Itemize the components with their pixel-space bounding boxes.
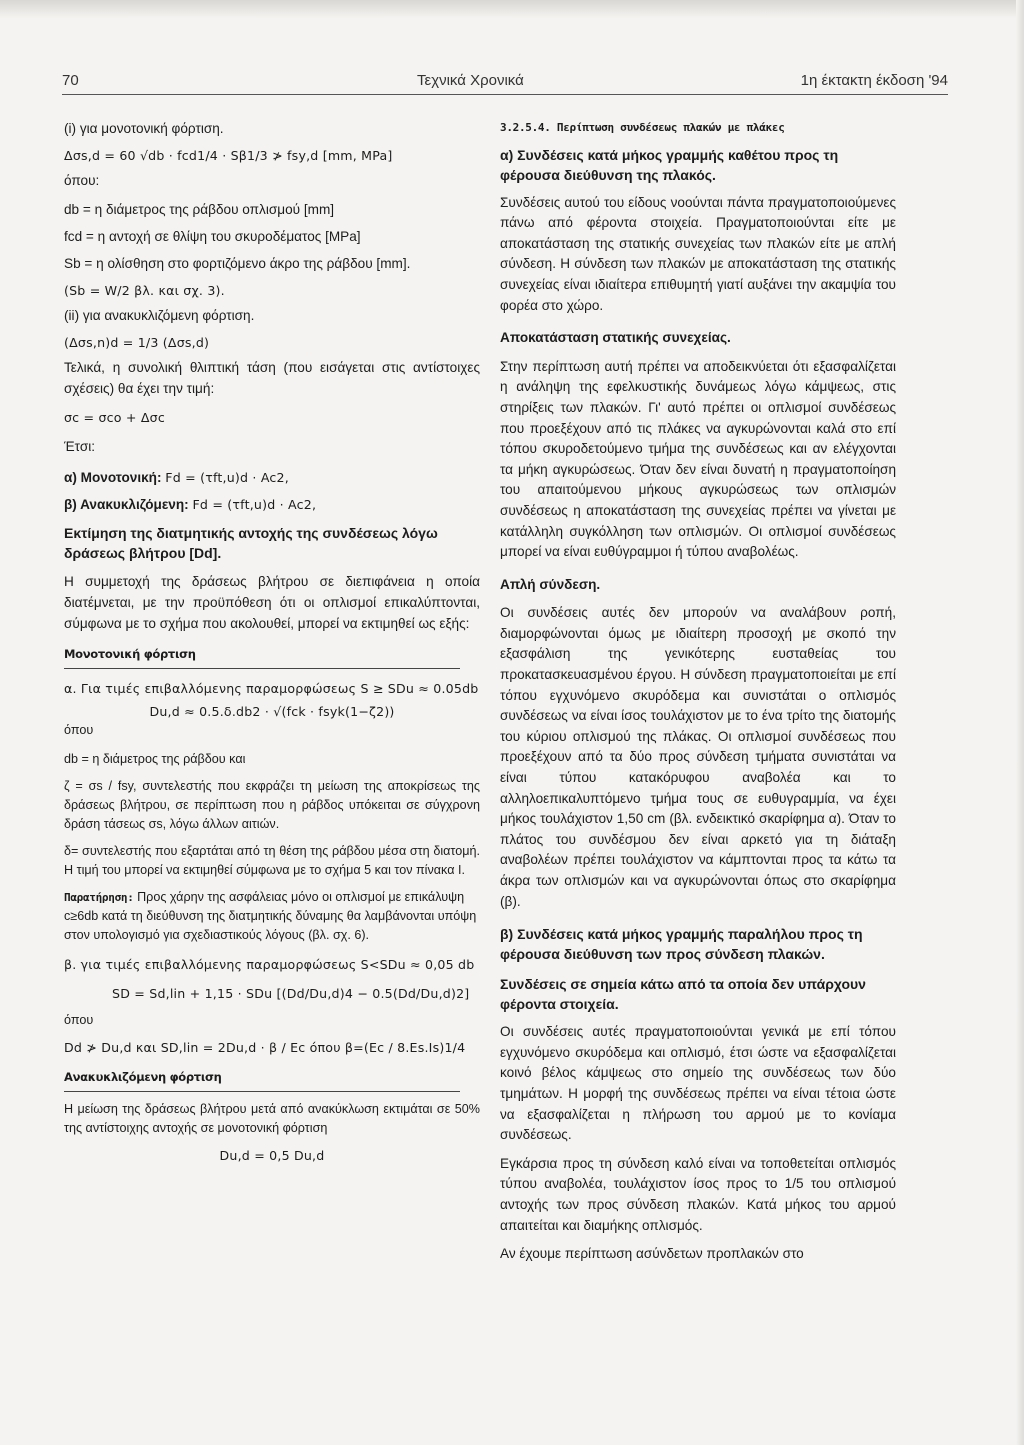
sigma-c-formula: σc = σco + Δσc: [64, 410, 165, 425]
edition-label: 1η έκτακτη έκδοση '94: [800, 72, 948, 89]
where-label-3: όπου: [64, 1013, 94, 1027]
du-formula: Du,d ≈ 0.5.δ.db2 · √(fck · fsyk(1−ζ2)): [149, 704, 395, 719]
cyclic-label: β) Ανακυκλιζόμενη:: [64, 497, 189, 512]
def-db: db = η διάμετρος της ράβδου οπλισμού [mm]: [64, 202, 335, 217]
heading-no-support: Συνδέσεις σε σημεία κάτω από τα οποία δεν υπάρχουν φέροντα στοιχεία.: [500, 976, 866, 1013]
def-sb: Sb = η ολίσθηση στο φορτιζόμενο άκρο της ράβδου [mm].: [64, 256, 411, 271]
cyclic-force-formula: Fd = (τft,u)d · Ac2,: [192, 497, 317, 512]
note-text: Προς χάρην της ασφάλειας μόνο οι οπλισμοί με επικάλυψη c≥6db κατά τη διεύθυνση της διατμητικής δύναμης θα λαμβάνονται υπόψη στον υπολογισμό για σχεδιαστικούς λόγους (βλ. σχ. 6).: [64, 890, 477, 942]
para-precast: Αν έχουμε περίπτωση ασύνδετων προπλακών στο: [500, 1246, 804, 1262]
dowel-intro: Η συμμετοχή της δράσεως βλήτρου σε διεπιφάνεια η οποία διατέμνεται, με την προϋπόθεση ότι οι οπλισμοί επικαλύπτονται, σύμφωνα με το σχήμα που ακολουθεί, μπορεί να εκτιμηθεί ως εξής:: [64, 574, 480, 631]
monotonic-loading-line: (i) για μονοτονική φόρτιση.: [64, 121, 224, 136]
cyclic-force-line: [64, 494, 480, 515]
monotonic-label: α) Μονοτονική:: [64, 470, 162, 485]
def-zeta: ζ = σs / fsy, συντελεστής που εκφράζει τη μείωση της αποκρίσεως της δράσεως βλήτρου, σε περίπτωση που η ράβδος υπόκειται σε σύγχρονη δράση τάσεως σs, λόγω άλλων αιτιών.: [64, 779, 480, 831]
case-a-line: α. Για τιμές επιβαλλόμενης παραμορφώσεως S ≥ SDu ≈ 0.05db: [64, 681, 479, 696]
heading-a-perpendicular: α) Συνδέσεις κατά μήκος γραμμής καθέτου προς τη φέρουσα διεύθυνση της πλακός.: [500, 146, 839, 183]
cyclic-dowel-text: Η μείωση της δράσεως βλήτρου μετά από ανακύκλωση εκτιμάται σε 50% της αντίστοιχης αντοχής σε μονοτονική φόρτιση: [64, 1102, 480, 1135]
para-perpendicular: Συνδέσεις αυτού του είδους νοούνται πάντα πραγματοποιούμενες πάνω από φέροντα στοιχεία. Πραγματοποιούνται είτε με αποκατάσταση της στατικής συνεχείας των πλακών είτε με απλή σύνδεση. Η σύνδεση των πλακών με αποκατάσταση της στατικής συνεχείας είναι ιδιαίτερα επιθυμητή γιατί αυξάνει την ακαμψία του φορέα στο χώρο.: [500, 194, 896, 313]
note-line: [64, 888, 480, 945]
heading-simple: Απλή σύνδεση.: [500, 576, 601, 592]
where-label-2: όπου: [64, 723, 94, 737]
para-no-support: Οι συνδέσεις αυτές πραγματοποιούνται γενικά με επί τόπου εγχυνόμενο σκυρόδεμα και οπλισμό, έτσι ώστε να εξασφαλίζεται κοινό βέλος κάμψεως στο σημείο της συνδέσεως των δύο τμημάτων. Η μορφή της συνδέσεως πρέπει να είναι τέτοια ώστε να εξασφαλίζεται η πλήρωση του αρμού με το κονίαμα συνδέσεως.: [500, 1024, 896, 1143]
cyclic-loading-line: (ii) για ανακυκλιζόμενη φόρτιση.: [64, 308, 255, 323]
page-number: 70: [62, 72, 79, 89]
where-label: όπου:: [64, 173, 100, 188]
dowel-heading: Εκτίμηση της διατμητικής αντοχής της συνδέσεως λόγω δράσεως βλήτρου [Dd].: [64, 525, 438, 561]
heading-b-parallel: β) Συνδέσεις κατά μήκος γραμμής παραλήλου προς τη φέρουσα διεύθυνση των προς σύνδεση πλακών.: [500, 926, 863, 963]
du-cyclic-formula: Du,d = 0,5 Du,d: [219, 1148, 325, 1163]
para-transverse: Εγκάρσια προς τη σύνδεση καλό είναι να τοποθετείται οπλισμός τύπου αναβολέα, τουλάχιστον ίσος προς το 1/5 του οπλισμού αντοχής των προς σύνδεση πλακών. Κατά μήκος του αρμού απαιτείται και διαμήκης οπλισμός.: [500, 1155, 896, 1233]
def-db-2: db = η διάμετρος της ράβδου και: [64, 752, 246, 766]
beta-formula: Dd ≯ Du,d και SD,lin = 2Du,d · β / Ec όπου β=(Ec / 8.Es.Is)1/4: [64, 1040, 466, 1055]
journal-title: Τεχνικά Χρονικά: [417, 72, 524, 89]
thus-label: Έτσι:: [64, 439, 96, 454]
monotonic-force-line: [64, 467, 480, 488]
case-b-line: β. για τιμές επιβαλλόμενης παραμορφώσεως S<SDu ≈ 0,05 db: [64, 957, 475, 972]
note-label: Παρατήρηση:: [64, 891, 134, 904]
def-delta: δ= συντελεστής που εξαρτάται από τη θέση της ράβδου μέσα στη διατομή. Η τιμή του μπορεί να εκτιμηθεί σύμφωνα με το σχήμα 5 και τον πίνακα I.: [64, 844, 480, 877]
right-column: [500, 118, 896, 1265]
scan-top-shadow: [0, 0, 1024, 18]
left-column: [64, 118, 480, 1165]
para-simple: Οι συνδέσεις αυτές δεν μπορούν να αναλάβουν ροπή, διαμορφώνονται όμως με ιδιαίτερη προσοχή με σκοπό την εξασφάλιση της γενικότερης ευσταθείας του προκατασκευασμένου έργου. Η σύνδεση πραγματοποιείται με επί τόπου εγχυνόμενο σκυρόδεμα και συνιστάται ο οπλισμός συνδέσεως να είναι ίσος τουλάχιστον με το ένα τρίτο της διατομής του κύριου οπλισμού της πλάκας. Οι οπλισμοί συνδέσεως που προεξέχουν από τα δύο προς σύνδεση τμήματα συνιστάται να είναι τύπου κατακόρυφου αναβολέα και το αλληλοεπικαλυπτόμενο τμήμα τους σε ευθυγραμμία, να έχει μήκος τουλάχιστον 1,50 cm (βλ. ενδεικτικό σκαρίφημα α). Όταν το πλάτος του συνδέσμου δεν είναι αρκετό για τη διάταξη αναβολέων πρέπει τουλάχιστον να κάμπτονται προς τα κάτω τα άκρα των οπλισμών και να αγκυρώνονται όπως στο σκαρίφημα (β).: [500, 605, 896, 909]
total-stress-text: Τελικά, η συνολική θλιπτική τάση (που εισάγεται στις αντίστοιχες σχέσεις) θα έχει την τιμή:: [64, 360, 480, 396]
heading-continuity: Αποκατάσταση στατικής συνεχείας.: [500, 330, 731, 346]
cyclic-stress-formula: (Δσs,n)d = 1/3 (Δσs,d): [64, 335, 210, 350]
para-continuity: Στην περίπτωση αυτή πρέπει να αποδεικνύεται ότι εξασφαλίζεται η ανάληψη της εφελκυστικής δυνάμεως λόγω κάμψεως, στις στηρίξεις των πλακών. Γι' αυτό πρέπει οι οπλισμοί συνδέσεως που προεξέχουν από τις πλάκες να αγκυρώνονται καλά στο επί τόπου σκυροδετούμενο τμήμα της συνδέσεως και αν ελέγχονται τα μήκη αγκυρώσεως. Όταν δεν είναι δυνατή η πραγματοποίηση του απαιτούμενου μήκους αγκυρώσεως των οπλισμών συνδέσεως η αποκατάσταση της συνεχείας πρέπει να γίνεται με κατάλληλη συγκόλληση των οπλισμών. Οι οπλισμοί συνδέσεως μπορεί να είναι ευθύγραμμοι ή τύπου αναβολέως.: [500, 358, 896, 560]
section-3-2-5-4: 3.2.5.4. Περίπτωση συνδέσεως πλακών με πλάκες: [500, 121, 785, 134]
cyclic-subheading: Ανακυκλιζόμενη φόρτιση: [64, 1067, 460, 1092]
def-fcd: fcd = η αντοχή σε θλίψη του σκυροδέματος [MPa]: [64, 229, 361, 244]
sb-note: (Sb = W/2 βλ. και σχ. 3).: [64, 283, 225, 298]
monotonic-force-formula: Fd = (τft,u)d · Ac2,: [165, 470, 289, 485]
sd-formula: SD = Sd,lin + 1,15 · SDu [(Dd/Du,d)4 − 0.5(Dd/Du,d)2]: [112, 986, 470, 1001]
page-header: [62, 70, 948, 94]
scan-right-shadow: [1016, 0, 1024, 1445]
stress-formula: Δσs,d = 60 √db · fcd1/4 · Sβ1/3 ≯ fsy,d [mm, MPa]: [64, 148, 393, 163]
header-rule: [62, 94, 948, 95]
monotonic-subheading: Μονοτονική φόρτιση: [64, 644, 460, 669]
